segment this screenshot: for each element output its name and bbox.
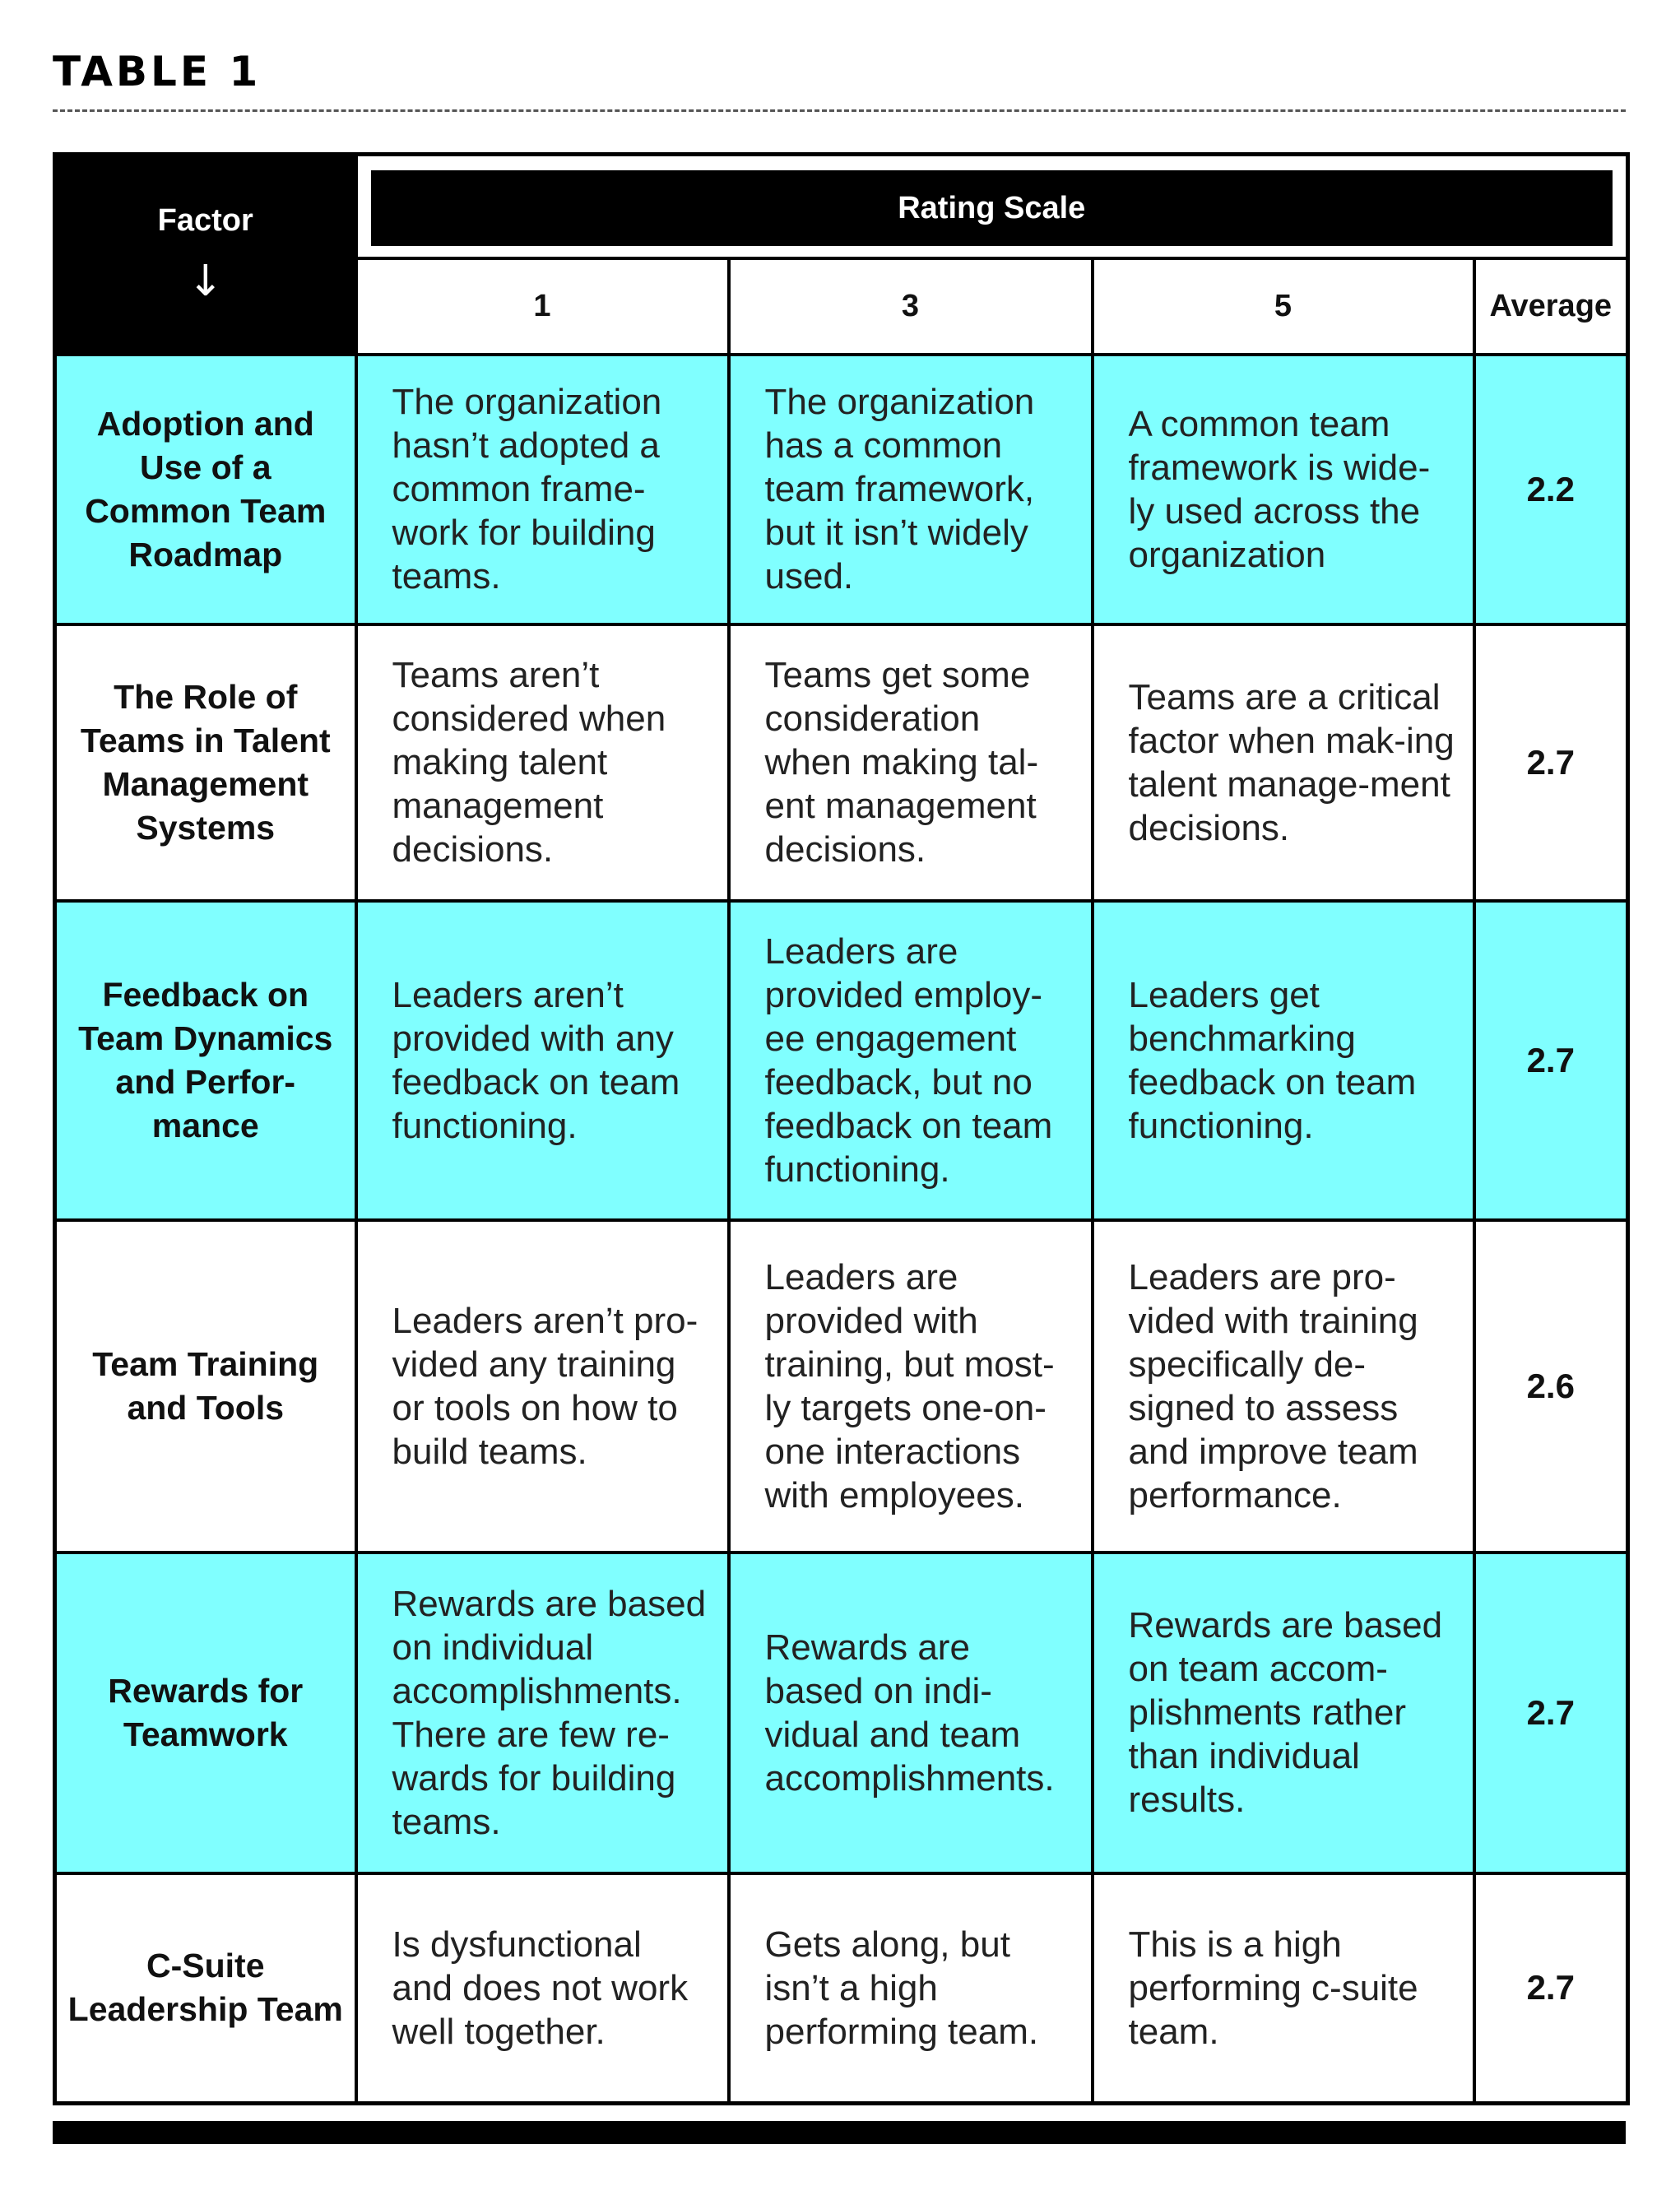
bottom-rule xyxy=(53,2121,1626,2144)
table-row xyxy=(55,355,1628,624)
average-cell: 2.2 xyxy=(1474,355,1628,624)
scale-column-3: 3 xyxy=(729,258,1093,355)
rating-scale-label: Rating Scale xyxy=(371,170,1613,246)
average-cell: 2.7 xyxy=(1474,1553,1628,1873)
table-row xyxy=(55,901,1628,1220)
scale-column-1: 1 xyxy=(356,258,729,355)
rating-5-cell: Rewards are based on team accom-plishments rather than individual results. xyxy=(1093,1553,1474,1873)
average-cell: 2.6 xyxy=(1474,1220,1628,1553)
rating-1-cell: Leaders aren’t provided with any feedback on team functioning. xyxy=(356,901,729,1220)
rating-1-cell: The organization hasn’t adopted a common frame-work for building teams. xyxy=(356,355,729,624)
rating-3-cell: Teams get some consideration when making tal-ent management decisions. xyxy=(729,624,1093,901)
rating-5-cell: Leaders are pro-vided with training specifically de-signed to assess and improve team performance. xyxy=(1093,1220,1474,1553)
factor-cell: Team Training and Tools xyxy=(55,1220,356,1553)
rating-3-cell: The organization has a common team framework, but it isn’t widely used. xyxy=(729,355,1093,624)
rating-1-cell: Leaders aren’t pro-vided any training or tools on how to build teams. xyxy=(356,1220,729,1553)
table-row xyxy=(55,1873,1628,2104)
rating-1-cell: Teams aren’t considered when making talent management decisions. xyxy=(356,624,729,901)
table-row xyxy=(55,1220,1628,1553)
factor-cell: The Role of Teams in Talent Management Systems xyxy=(55,624,356,901)
rating-3-cell: Leaders are provided with training, but most-ly targets one-on-one interactions with employees. xyxy=(729,1220,1093,1553)
factor-cell: Adoption and Use of a Common Team Roadmap xyxy=(55,355,356,624)
rating-table xyxy=(53,152,1630,2105)
rating-3-cell: Leaders are provided employ-ee engagement feedback, but no feedback on team functioning. xyxy=(729,901,1093,1220)
rating-5-cell: Teams are a critical factor when mak-ing talent manage-ment decisions. xyxy=(1093,624,1474,901)
factor-header xyxy=(55,155,356,355)
factor-cell: Rewards for Teamwork xyxy=(55,1553,356,1873)
average-column-header: Average xyxy=(1474,258,1628,355)
factor-header-label: Factor xyxy=(157,202,253,238)
rating-5-cell: Leaders get benchmarking feedback on team functioning. xyxy=(1093,901,1474,1220)
rating-3-cell: Rewards are based on indi-vidual and team accomplishments. xyxy=(729,1553,1093,1873)
rating-5-cell: A common team framework is wide-ly used across the organization xyxy=(1093,355,1474,624)
table-row xyxy=(55,1553,1628,1873)
rating-3-cell: Gets along, but isn’t a high performing team. xyxy=(729,1873,1093,2104)
rating-scale-header xyxy=(356,155,1628,258)
average-cell: 2.7 xyxy=(1474,901,1628,1220)
table-row xyxy=(55,624,1628,901)
factor-cell: Feedback on Team Dynamics and Perfor-mance xyxy=(55,901,356,1220)
rating-5-cell: This is a high performing c-suite team. xyxy=(1093,1873,1474,2104)
table-title: TABLE 1 xyxy=(53,48,262,95)
rating-1-cell: Is dysfunctional and does not work well together. xyxy=(356,1873,729,2104)
factor-cell: C-Suite Leadership Team xyxy=(55,1873,356,2104)
average-cell: 2.7 xyxy=(1474,1873,1628,2104)
rating-1-cell: Rewards are based on individual accomplishments. There are few re-wards for building teams. xyxy=(356,1553,729,1873)
average-cell: 2.7 xyxy=(1474,624,1628,901)
scale-column-5: 5 xyxy=(1093,258,1474,355)
dashed-divider xyxy=(53,109,1626,112)
down-arrow-icon: ↓ xyxy=(187,256,224,306)
